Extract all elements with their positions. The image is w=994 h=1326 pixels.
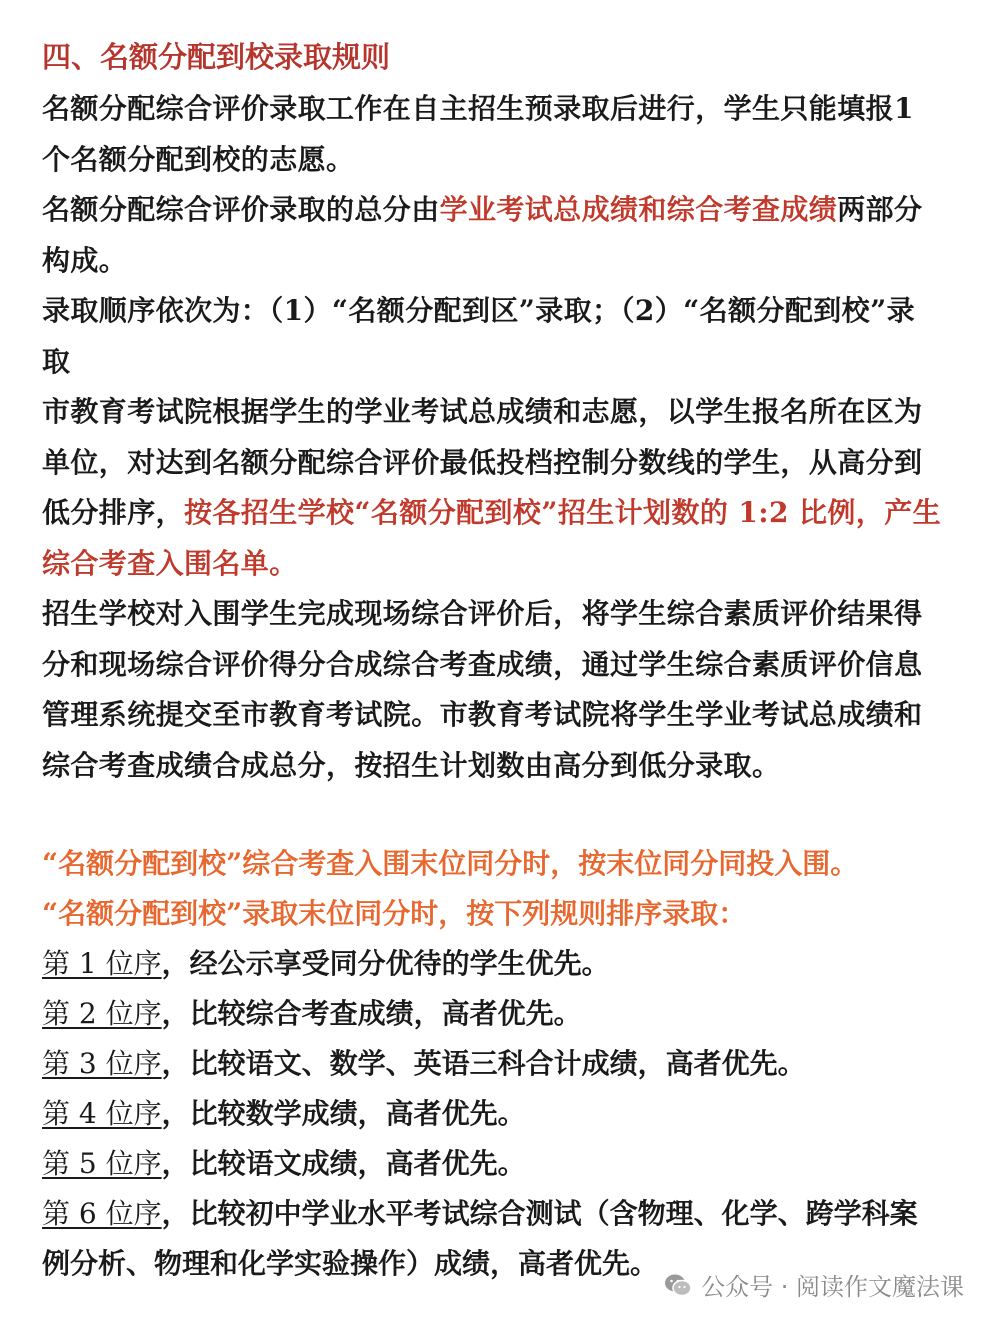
rule-order: 第 6 位序 xyxy=(42,1197,162,1230)
paragraph-3: 录取顺序依次为：（1）“名额分配到区”录取；（2）“名额分配到校”录取 xyxy=(42,294,915,378)
rules-list xyxy=(42,939,942,1289)
rule-text: ，比较综合考查成绩，高者优先。 xyxy=(161,997,582,1030)
rule-item xyxy=(42,1089,942,1139)
rule-item xyxy=(42,1139,942,1189)
rule-text: ，经公示享受同分优待的学生优先。 xyxy=(161,947,610,980)
rule-order: 第 4 位序 xyxy=(42,1097,162,1130)
paragraph-2 xyxy=(42,185,942,286)
orange-note-2: “名额分配到校”录取末位同分时，按下列规则排序录取： xyxy=(42,897,747,930)
rule-text: ，比较语文、数学、英语三科合计成绩，高者优先。 xyxy=(161,1047,806,1080)
document-body xyxy=(42,30,942,1289)
rule-order: 第 1 位序 xyxy=(42,947,162,980)
paragraph-2-text-a: 名额分配综合评价录取的总分由 xyxy=(42,193,440,226)
rule-order: 第 3 位序 xyxy=(42,1047,162,1080)
rule-text: ，比较初中学业水平考试综合测试（含物理、化学、跨学科案例分析、物理和化学实验操作）成绩，高者优先。 xyxy=(42,1197,918,1280)
rule-item xyxy=(42,989,942,1039)
spacer xyxy=(42,791,942,839)
paragraph-2-text-b: 两部分构成。 xyxy=(42,193,923,277)
rule-item xyxy=(42,939,942,989)
paragraph-4-highlight: 按各招生学校“名额分配到校”招生计划数的 1:2 比例，产生综合考查入围名单。 xyxy=(42,496,942,580)
watermark-text: 公众号 · 阅读作文魔法课 xyxy=(701,1273,964,1301)
rule-order: 第 5 位序 xyxy=(42,1147,162,1180)
paragraph-4 xyxy=(42,387,942,589)
wechat-icon xyxy=(663,1272,693,1298)
rule-text: ，比较语文成绩，高者优先。 xyxy=(161,1147,526,1180)
watermark xyxy=(663,1267,964,1302)
rule-order: 第 2 位序 xyxy=(42,997,162,1030)
paragraph-5: 招生学校对入围学生完成现场综合评价后，将学生综合素质评价结果得分和现场综合评价得分合成综合考查成绩，通过学生综合素质评价信息管理系统提交至市教育考试院。市教育考试院将学生学业考试总成绩和综合考查成绩合成总分，按招生计划数由高分到低分录取。 xyxy=(42,597,923,782)
orange-note-1: “名额分配到校”综合考查入围末位同分时，按末位同分同投入围。 xyxy=(42,847,859,880)
rule-text: ，比较数学成绩，高者优先。 xyxy=(161,1097,526,1130)
rule-item xyxy=(42,1039,942,1089)
paragraph-4-text: 市教育考试院根据学生的学业考试总成绩和志愿，以学生报名所在区为单位，对达到名额分配综合评价最低投档控制分数线的学生，从高分到低分排序， xyxy=(42,395,923,529)
section-title: 四、名额分配到校录取规则 xyxy=(42,40,391,74)
paragraph-2-highlight: 学业考试总成绩和综合考查成绩 xyxy=(439,193,838,226)
paragraph-1: 名额分配综合评价录取工作在自主招生预录取后进行，学生只能填报1 个名额分配到校的志愿。 xyxy=(42,92,914,176)
